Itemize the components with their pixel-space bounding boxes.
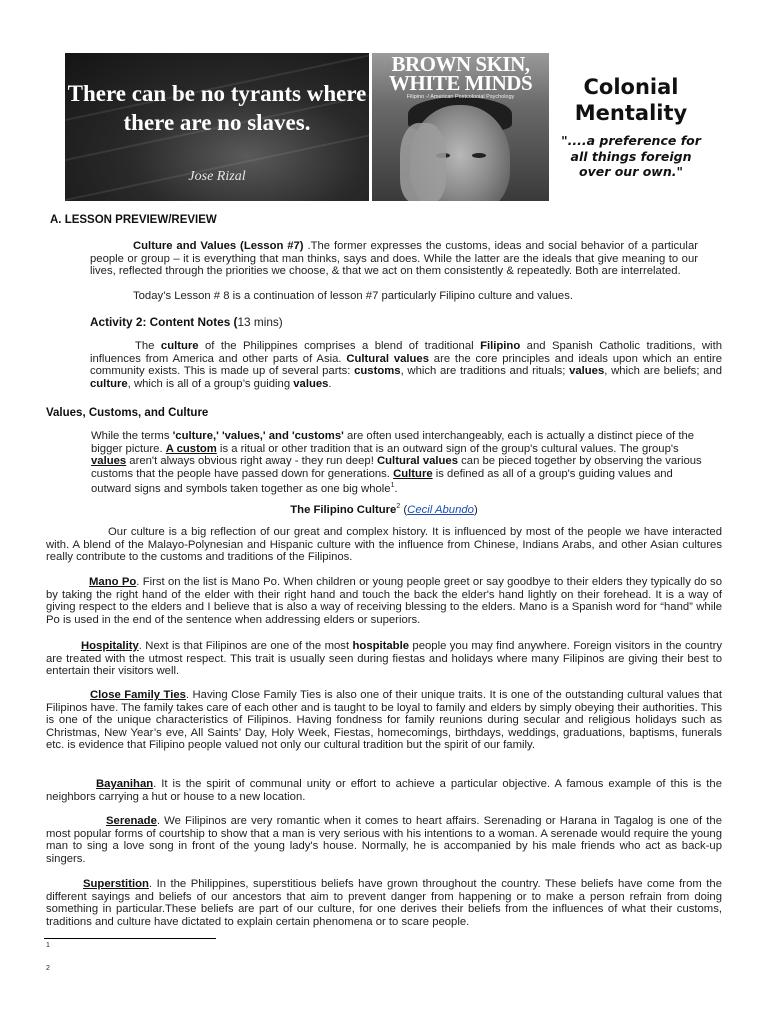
- culture-values-paragraph: Culture and Values (Lesson #7) .The former expresses the customs, ideas and social behavior of a particular people or group – it is everything that man thinks, says and does. While the latter are the ideals that give meaning to our lives, reflected through the priorities we choose, & that we act on them consistently & repeatedly. Both are interrelated.: [90, 240, 698, 278]
- author-link[interactable]: Cecil Abundo: [407, 503, 474, 516]
- quote-author: Jose Rizal: [188, 169, 246, 184]
- colonial-mentality-subtitle: "....a preference for all things foreign over our own.": [561, 133, 701, 179]
- book-cover-image: [372, 53, 549, 201]
- serenade-paragraph: Serenade. We Filipinos are very romantic when it comes to heart affairs. Serenading or Harana in Tagalog is one of the most popular forms of courtship to show that a man is very serious with his intentions to a woman. A serenade would require the young man to sing a love song in front of the young lady's house. Normally, he is accompanied by his male friends who act as back-up singers.: [46, 815, 722, 865]
- bayanihan-paragraph: Bayanihan. It is the spirit of communal unity or effort to achieve a particular objective. A famous example of this is the neighbors carrying a hut or house to a new location.: [46, 778, 722, 803]
- hospitality-paragraph: Hospitality. Next is that Filipinos are one of the most hospitable people you may find anywhere. Foreign visitors in the country are treated with the utmost respect. This trait is usually seen during fiestas and holidays where many Filipinos are giving their best to entertain their visitors well.: [46, 640, 722, 678]
- filipino-culture-title: The Filipino Culture$^2$ (Cecil Abundo): [290, 503, 478, 516]
- filipino-culture-intro: Our culture is a big reflection of our great and complex history. It is influenced by most of the people we have interacted with. A blend of the Malayo-Polynesian and Hispanic culture with the influence from Chinese, Indians Arabs, and other Asian cultures really contribute to the customs and traditions of the Filipinos.: [46, 526, 722, 564]
- book-title: BROWN SKIN, WHITE MINDS: [388, 53, 533, 95]
- close-family-ties-paragraph: Close Family Ties. Having Close Family Ties is also one of their unique traits. It is one of the outstanding cultural values that Filipinos have. The family takes care of each other and is taught to be loyal to family and elders by simply obeying their authorities. This is one of the unique characteristics of Filipinos. Having fondness for family reunions during secular and religious holidays such as Christmas, New Year’s eve, All Saints’ Day, Holy Week, Fiestas, homecomings, birthdays, weddings, graduations, baptisms, funerals etc. is evidence that Filipino people valued not only our cultural tradition but the spirit of our family.: [46, 689, 722, 752]
- colonial-mentality-title: Colonial Mentality: [574, 75, 688, 125]
- footnote-2: 2: [46, 965, 50, 972]
- book-subtitle: Filipino -/ American Postcolonial Psychology: [406, 94, 515, 100]
- todays-lesson-text: Today’s Lesson # 8 is a continuation of lesson #7 particularly Filipino culture and values.: [133, 290, 573, 302]
- values-customs-heading: Values, Customs, and Culture: [46, 407, 209, 419]
- values-customs-paragraph: While the terms 'culture,' 'values,' and 'customs' are often used interchangeably, each is actually a distinct piece of the bigger picture. A custom is a ritual or other tradition that is an outward sign of the group's cultural values. The group's values aren't always obvious right away - they run deep! Cultural values can be pieced together by observing the various customs that the people have passed down for generations. Culture is defined as all of a group's guiding values and outward signs and symbols taken together as one big whole$^1$.: [91, 430, 702, 496]
- activity-heading: Activity 2: Content Notes (13 mins): [90, 315, 283, 329]
- footnote-1: 1: [46, 942, 50, 949]
- lesson-preview-heading: A. LESSON PREVIEW/REVIEW: [50, 214, 217, 226]
- quote-image: [65, 53, 369, 201]
- mano-po-paragraph: Mano Po. First on the list is Mano Po. When children or young people greet or say goodbye to their elders they typically do so by taking the right hand of the elder with their right hand and touch the back the elder's hand lightly on their forehead. It is a way of giving respect to the elders and I believe that is also a way of receiving blessing to the elders. Mano is a Spanish word for “hand” while Po is used in the end of the sentence when addressing elders or superiors.: [46, 576, 722, 626]
- superstition-paragraph: Superstition. In the Philippines, superstitious beliefs have grown throughout the country. These beliefs have come from the different sayings and beliefs of our ancestors that aim to prevent danger from happening or to make a person refrain from doing something in particular.These beliefs are part of our culture, for one derives their beliefs from the influences of what their customs, traditions and culture have dictated to explain certain phenomena or to scare people.: [46, 878, 722, 928]
- culture-philippines-paragraph: The culture of the Philippines comprises a blend of traditional Filipino and Spanish Catholic traditions, with influences from America and other parts of Asia. Cultural values are the core principles and ideals upon which an entire community exists. This is made up of several parts: customs, which are traditions and rituals; values, which are beliefs; and culture, which is all of a group’s guiding values.: [90, 340, 723, 390]
- quote-text: There can be no tyrants where there are no slaves.: [67, 81, 367, 135]
- footnote-divider: [44, 938, 216, 939]
